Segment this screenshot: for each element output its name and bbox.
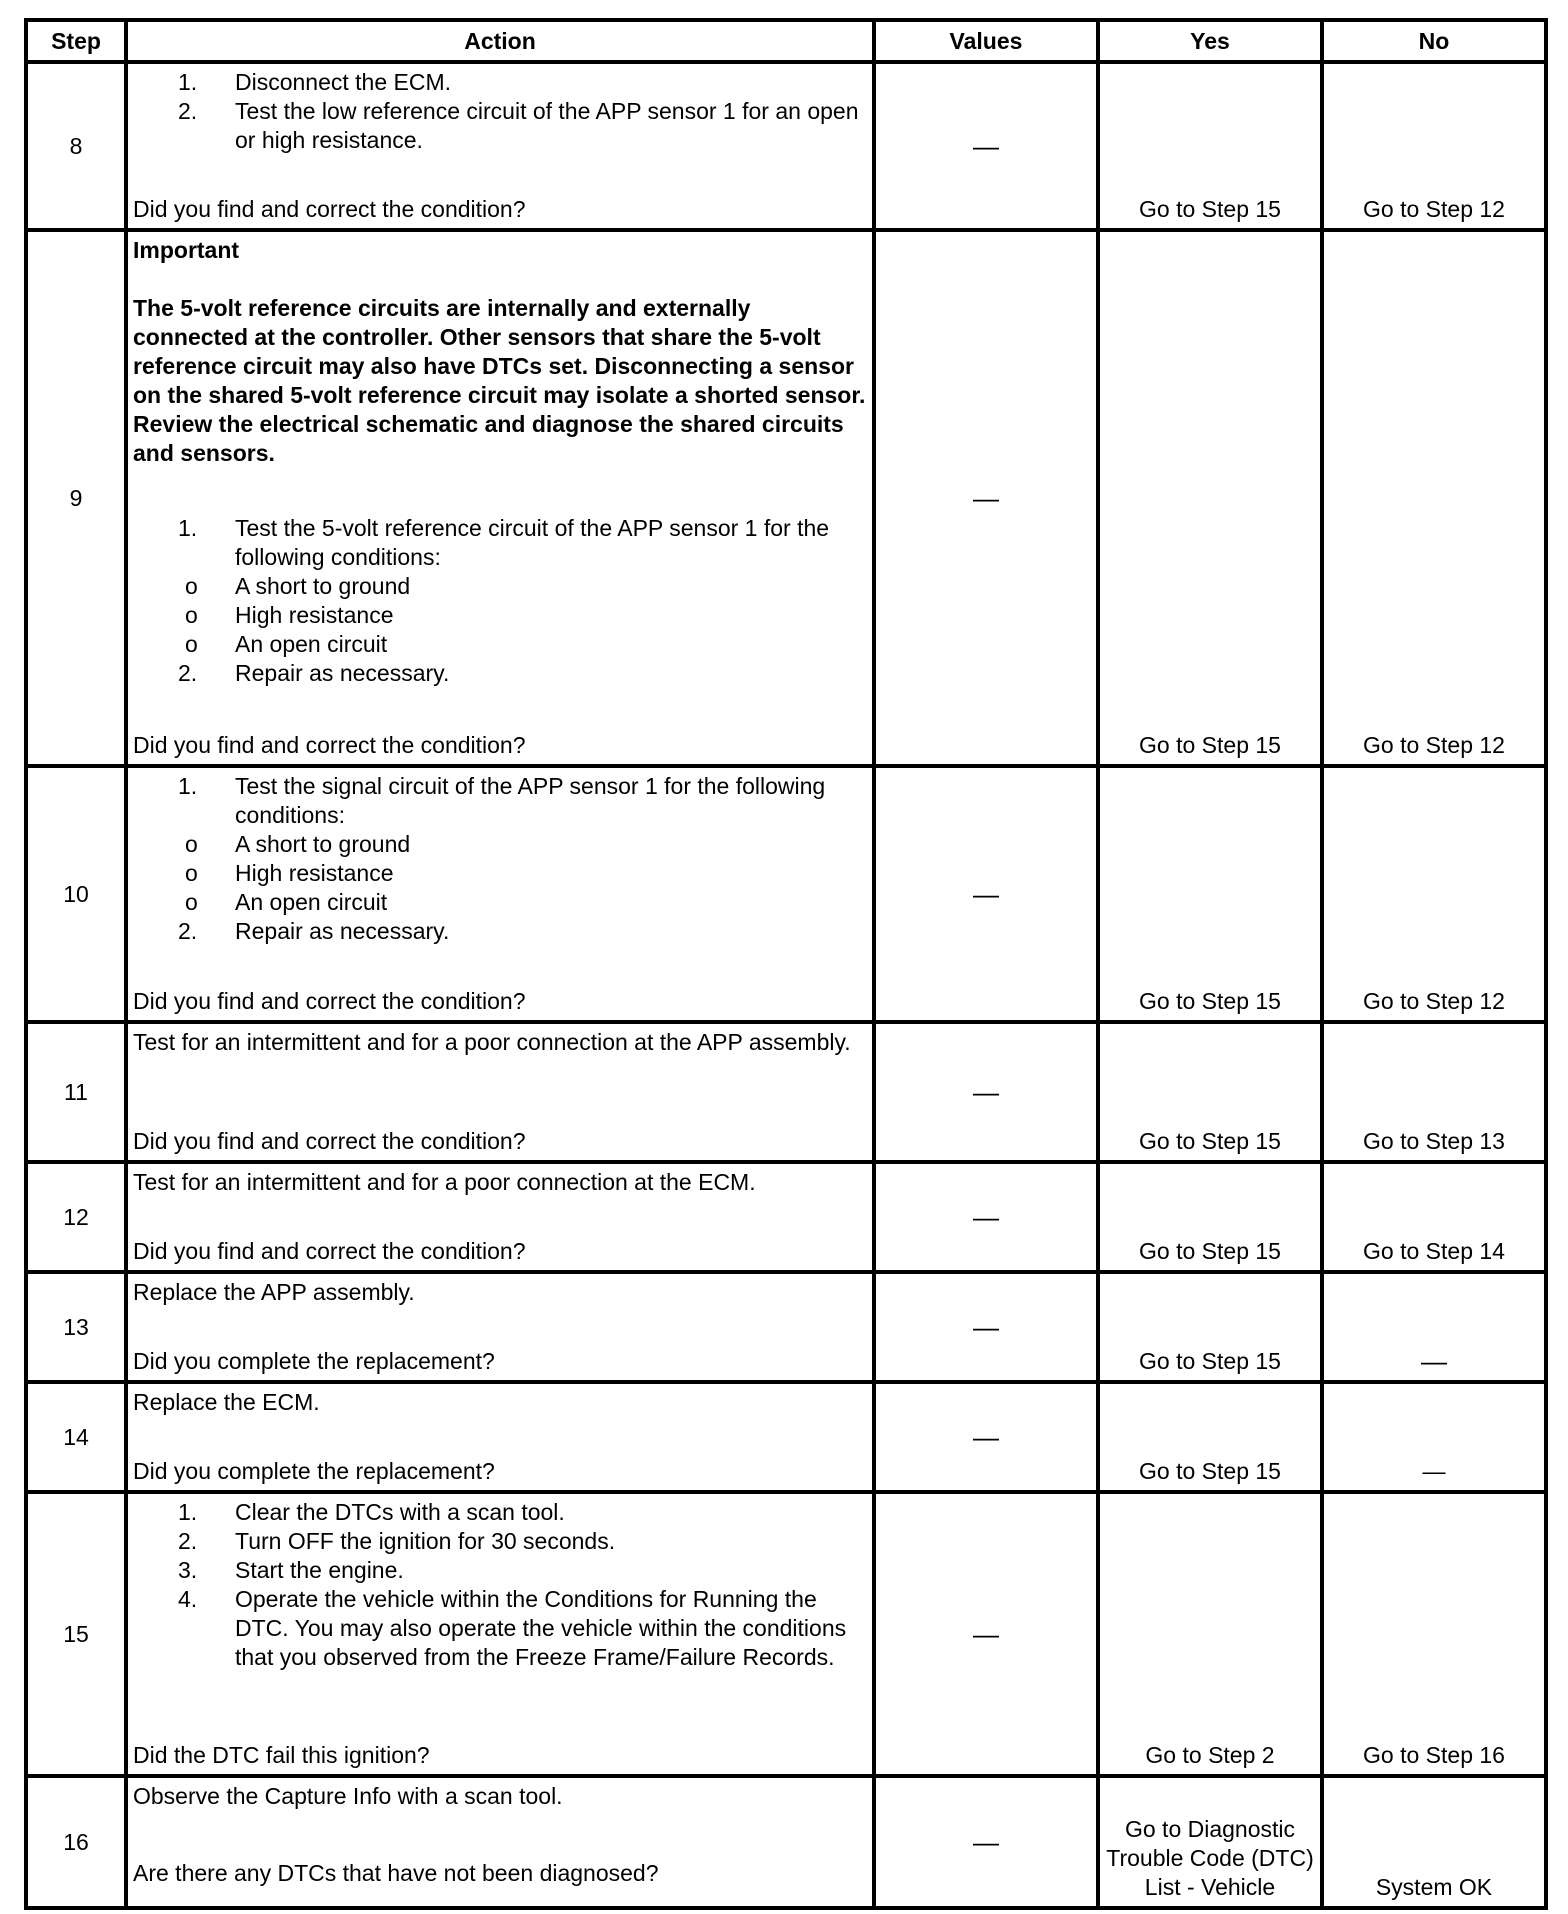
sub-list-item: o An open circuit: [185, 889, 388, 915]
values-cell: —: [874, 1382, 1098, 1492]
table-row: [26, 1382, 1546, 1492]
list-item: 4. Operate the vehicle within the Conditions for Running the DTC. You may also operate the vehicle within the conditions that you observed from the Freeze Frame/Failure Records.: [178, 1586, 847, 1670]
sub-list-item: o High resistance: [185, 860, 394, 886]
step-number: 15: [26, 1492, 126, 1776]
values-cell: —: [874, 1272, 1098, 1382]
header-yes: Yes: [1098, 20, 1322, 62]
sub-list-item: o High resistance: [185, 602, 394, 628]
step-number: 9: [26, 230, 126, 766]
list-item: 2. Repair as necessary.: [178, 918, 450, 944]
list-item: 1. Disconnect the ECM.: [178, 69, 452, 95]
no-cell: System OK: [1322, 1776, 1546, 1908]
header-step: Step: [26, 20, 126, 62]
table-row: [26, 766, 1546, 1022]
values-cell: —: [874, 1162, 1098, 1272]
question-text: Are there any DTCs that have not been diagnosed?: [133, 1860, 659, 1886]
values-cell: —: [874, 1776, 1098, 1908]
table-row: [26, 230, 1546, 766]
yes-cell: Go to Step 15: [1098, 766, 1322, 1022]
list-item: 1. Test the signal circuit of the APP sensor 1 for the following conditions: o A short to ground o High resistance o An open circuit: [133, 772, 866, 917]
action-text: Test for an intermittent and for a poor connection at the ECM.: [133, 1169, 756, 1195]
no-cell: Go to Step 12: [1322, 230, 1546, 766]
action-cell: [126, 62, 874, 230]
yes-cell: Go to Step 2: [1098, 1492, 1322, 1776]
no-cell: —: [1322, 1272, 1546, 1382]
question-text: Did you find and correct the condition?: [133, 1128, 526, 1154]
list-item: 1. Clear the DTCs with a scan tool.: [178, 1499, 565, 1525]
header-values: Values: [874, 20, 1098, 62]
values-cell: —: [874, 766, 1098, 1022]
list-item: 2. Repair as necessary.: [178, 660, 450, 686]
table-row: [26, 62, 1546, 230]
question-text: Did the DTC fail this ignition?: [133, 1742, 430, 1768]
list-item: 2. Test the low reference circuit of the APP sensor 1 for an open or high resistance.: [178, 98, 859, 153]
step-number: 13: [26, 1272, 126, 1382]
action-text: Test for an intermittent and for a poor connection at the APP assembly.: [133, 1029, 851, 1055]
step-number: 12: [26, 1162, 126, 1272]
step-number: 10: [26, 766, 126, 1022]
action-cell: [126, 1492, 874, 1776]
yes-cell: Go to Step 15: [1098, 1272, 1322, 1382]
action-cell: [126, 1272, 874, 1382]
header-row: [26, 20, 1546, 62]
action-cell: [126, 1776, 874, 1908]
question-text: Did you find and correct the condition?: [133, 196, 526, 222]
question-text: Did you complete the replacement?: [133, 1348, 495, 1374]
table-row: [26, 1022, 1546, 1162]
header-action: Action: [126, 20, 874, 62]
diagnostic-table: [24, 18, 1548, 1910]
step-number: 8: [26, 62, 126, 230]
values-cell: —: [874, 62, 1098, 230]
no-cell: —: [1322, 1382, 1546, 1492]
action-text: Observe the Capture Info with a scan tool.: [133, 1783, 563, 1809]
action-cell: [126, 1382, 874, 1492]
step-number: 14: [26, 1382, 126, 1492]
no-cell: Go to Step 12: [1322, 62, 1546, 230]
no-cell: Go to Step 16: [1322, 1492, 1546, 1776]
action-cell: [126, 766, 874, 1022]
no-cell: Go to Step 14: [1322, 1162, 1546, 1272]
question-text: Did you complete the replacement?: [133, 1458, 495, 1484]
sub-list-item: o An open circuit: [185, 631, 388, 657]
action-text: Replace the APP assembly.: [133, 1279, 415, 1305]
sub-list-item: o A short to ground: [185, 831, 411, 857]
values-cell: —: [874, 230, 1098, 766]
table-row: [26, 1162, 1546, 1272]
action-cell: [126, 1162, 874, 1272]
no-cell: Go to Step 13: [1322, 1022, 1546, 1162]
action-cell: [126, 230, 874, 766]
question-text: Did you find and correct the condition?: [133, 1238, 526, 1264]
list-item: 2. Turn OFF the ignition for 30 seconds.: [178, 1528, 616, 1554]
important-title: Important: [133, 237, 240, 263]
important-text: The 5-volt reference circuits are internally and externally connected at the controller. Other sensors that share the 5-volt reference circuit may also have DTCs set. Disconnecting a sensor on the shared 5-volt reference circuit may isolate a shorted sensor. Review the electrical schematic and diagnose the shared circuits and sensors.: [133, 295, 866, 466]
table-row: [26, 1492, 1546, 1776]
header-no: No: [1322, 20, 1546, 62]
question-text: Did you find and correct the condition?: [133, 732, 526, 758]
yes-cell: Go to Step 15: [1098, 62, 1322, 230]
yes-cell: Go to Step 15: [1098, 230, 1322, 766]
action-text: Replace the ECM.: [133, 1389, 320, 1415]
table-row: [26, 1776, 1546, 1908]
list-item: 1. Test the 5-volt reference circuit of the APP sensor 1 for the following conditions: o A short to ground o High resistance o An open circuit: [133, 514, 866, 659]
no-cell: Go to Step 12: [1322, 766, 1546, 1022]
table-row: [26, 1272, 1546, 1382]
yes-cell: Go to Diagnostic Trouble Code (DTC) List - Vehicle: [1098, 1776, 1322, 1908]
yes-cell: Go to Step 15: [1098, 1022, 1322, 1162]
action-cell: [126, 1022, 874, 1162]
values-cell: —: [874, 1022, 1098, 1162]
sub-list-item: o A short to ground: [185, 573, 411, 599]
yes-cell: Go to Step 15: [1098, 1162, 1322, 1272]
yes-cell: Go to Step 15: [1098, 1382, 1322, 1492]
step-number: 16: [26, 1776, 126, 1908]
step-number: 11: [26, 1022, 126, 1162]
question-text: Did you find and correct the condition?: [133, 988, 526, 1014]
list-item: 3. Start the engine.: [178, 1557, 404, 1583]
values-cell: —: [874, 1492, 1098, 1776]
